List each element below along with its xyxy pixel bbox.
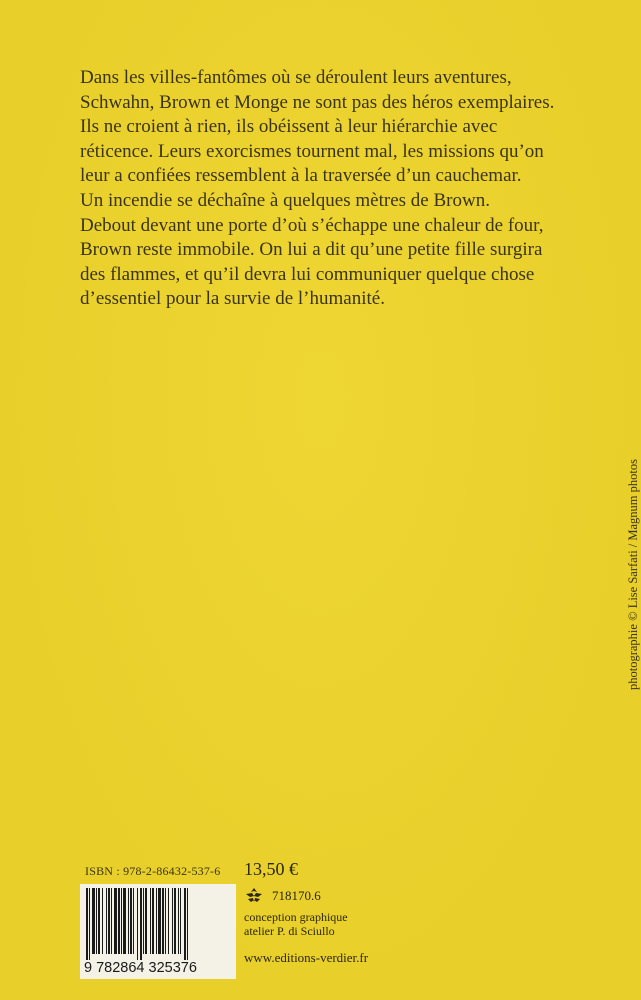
blurb-text <box>80 66 580 312</box>
publisher-logo-icon <box>244 887 264 904</box>
barcode-bar <box>162 888 164 954</box>
blurb-line: réticence. Leurs exorcismes tournent mal, les missions qu’on <box>80 140 544 162</box>
barcode-bar <box>121 888 122 954</box>
barcode-bar <box>150 888 151 954</box>
blurb-line: des flammes, et qu’il devra lui communiquer quelque chose <box>80 263 535 285</box>
barcode-bar <box>98 888 100 954</box>
barcode-bar <box>111 888 112 954</box>
barcode-bar <box>140 888 142 960</box>
blurb-line: leur a confiées ressemblent à la traversée d’un cauchemar. <box>80 165 522 187</box>
barcode-bar <box>178 888 179 954</box>
barcode-bar <box>114 888 117 954</box>
barcode-bar <box>168 888 169 954</box>
barcode-bar <box>102 888 103 954</box>
barcode-bar <box>158 888 161 954</box>
blurb-line: d’essentiel pour la survie de l’humanité. <box>80 288 385 310</box>
design-credit-line1: conception graphique <box>244 910 348 924</box>
barcode-bar <box>123 888 126 954</box>
barcode-bar <box>145 888 147 954</box>
barcode-bar <box>130 888 132 954</box>
blurb-line: Brown reste immobile. On lui a dit qu’une petite fille surgira <box>80 239 543 261</box>
design-credit-line2: atelier P. di Sciullo <box>244 924 335 938</box>
barcode-digits: 9 782864 325376 <box>84 960 197 976</box>
barcode-bar <box>143 888 144 954</box>
barcode-bar <box>180 888 181 954</box>
barcode-bar <box>184 888 186 960</box>
barcode-bar <box>137 888 138 960</box>
barcode-bar <box>118 888 120 954</box>
barcode-bar <box>96 888 97 954</box>
barcode-bar <box>133 888 134 954</box>
barcode-bar <box>128 888 129 954</box>
barcode <box>80 884 236 979</box>
barcode-bar <box>92 888 95 954</box>
barcode-bar <box>174 888 176 954</box>
product-code-row <box>244 887 321 904</box>
barcode-bar <box>187 888 188 960</box>
price: 13,50 € <box>244 859 298 879</box>
photo-credit: photographie © Lise Sarfati / Magnum photos <box>626 459 640 690</box>
blurb-line: Schwahn, Brown et Monge ne sont pas des héros exemplaires. <box>80 91 555 113</box>
publisher-website: www.editions-verdier.fr <box>244 950 369 965</box>
blurb-line: Un incendie se déchaîne à quelques mètres de Brown. <box>80 189 490 211</box>
blurb-line: Ils ne croient à rien, ils obéissent à leur hiérarchie avec <box>80 116 498 138</box>
product-code: 718170.6 <box>272 887 321 903</box>
barcode-bar <box>89 888 90 960</box>
blurb-line: Debout devant une porte d’où s’échappe une chaleur de four, <box>80 214 544 236</box>
barcode-bars <box>80 884 236 979</box>
barcode-bar <box>108 888 110 954</box>
blurb-line: Dans les villes-fantômes où se déroulent leurs aventures, <box>80 67 512 88</box>
barcode-bar <box>86 888 88 960</box>
barcode-bar <box>172 888 173 954</box>
barcode-bar <box>106 888 107 954</box>
barcode-bar <box>165 888 166 954</box>
barcode-bar <box>156 888 157 954</box>
design-credit <box>244 910 348 938</box>
isbn-label: ISBN : 978-2-86432-537-6 <box>85 864 221 878</box>
barcode-bar <box>152 888 154 954</box>
